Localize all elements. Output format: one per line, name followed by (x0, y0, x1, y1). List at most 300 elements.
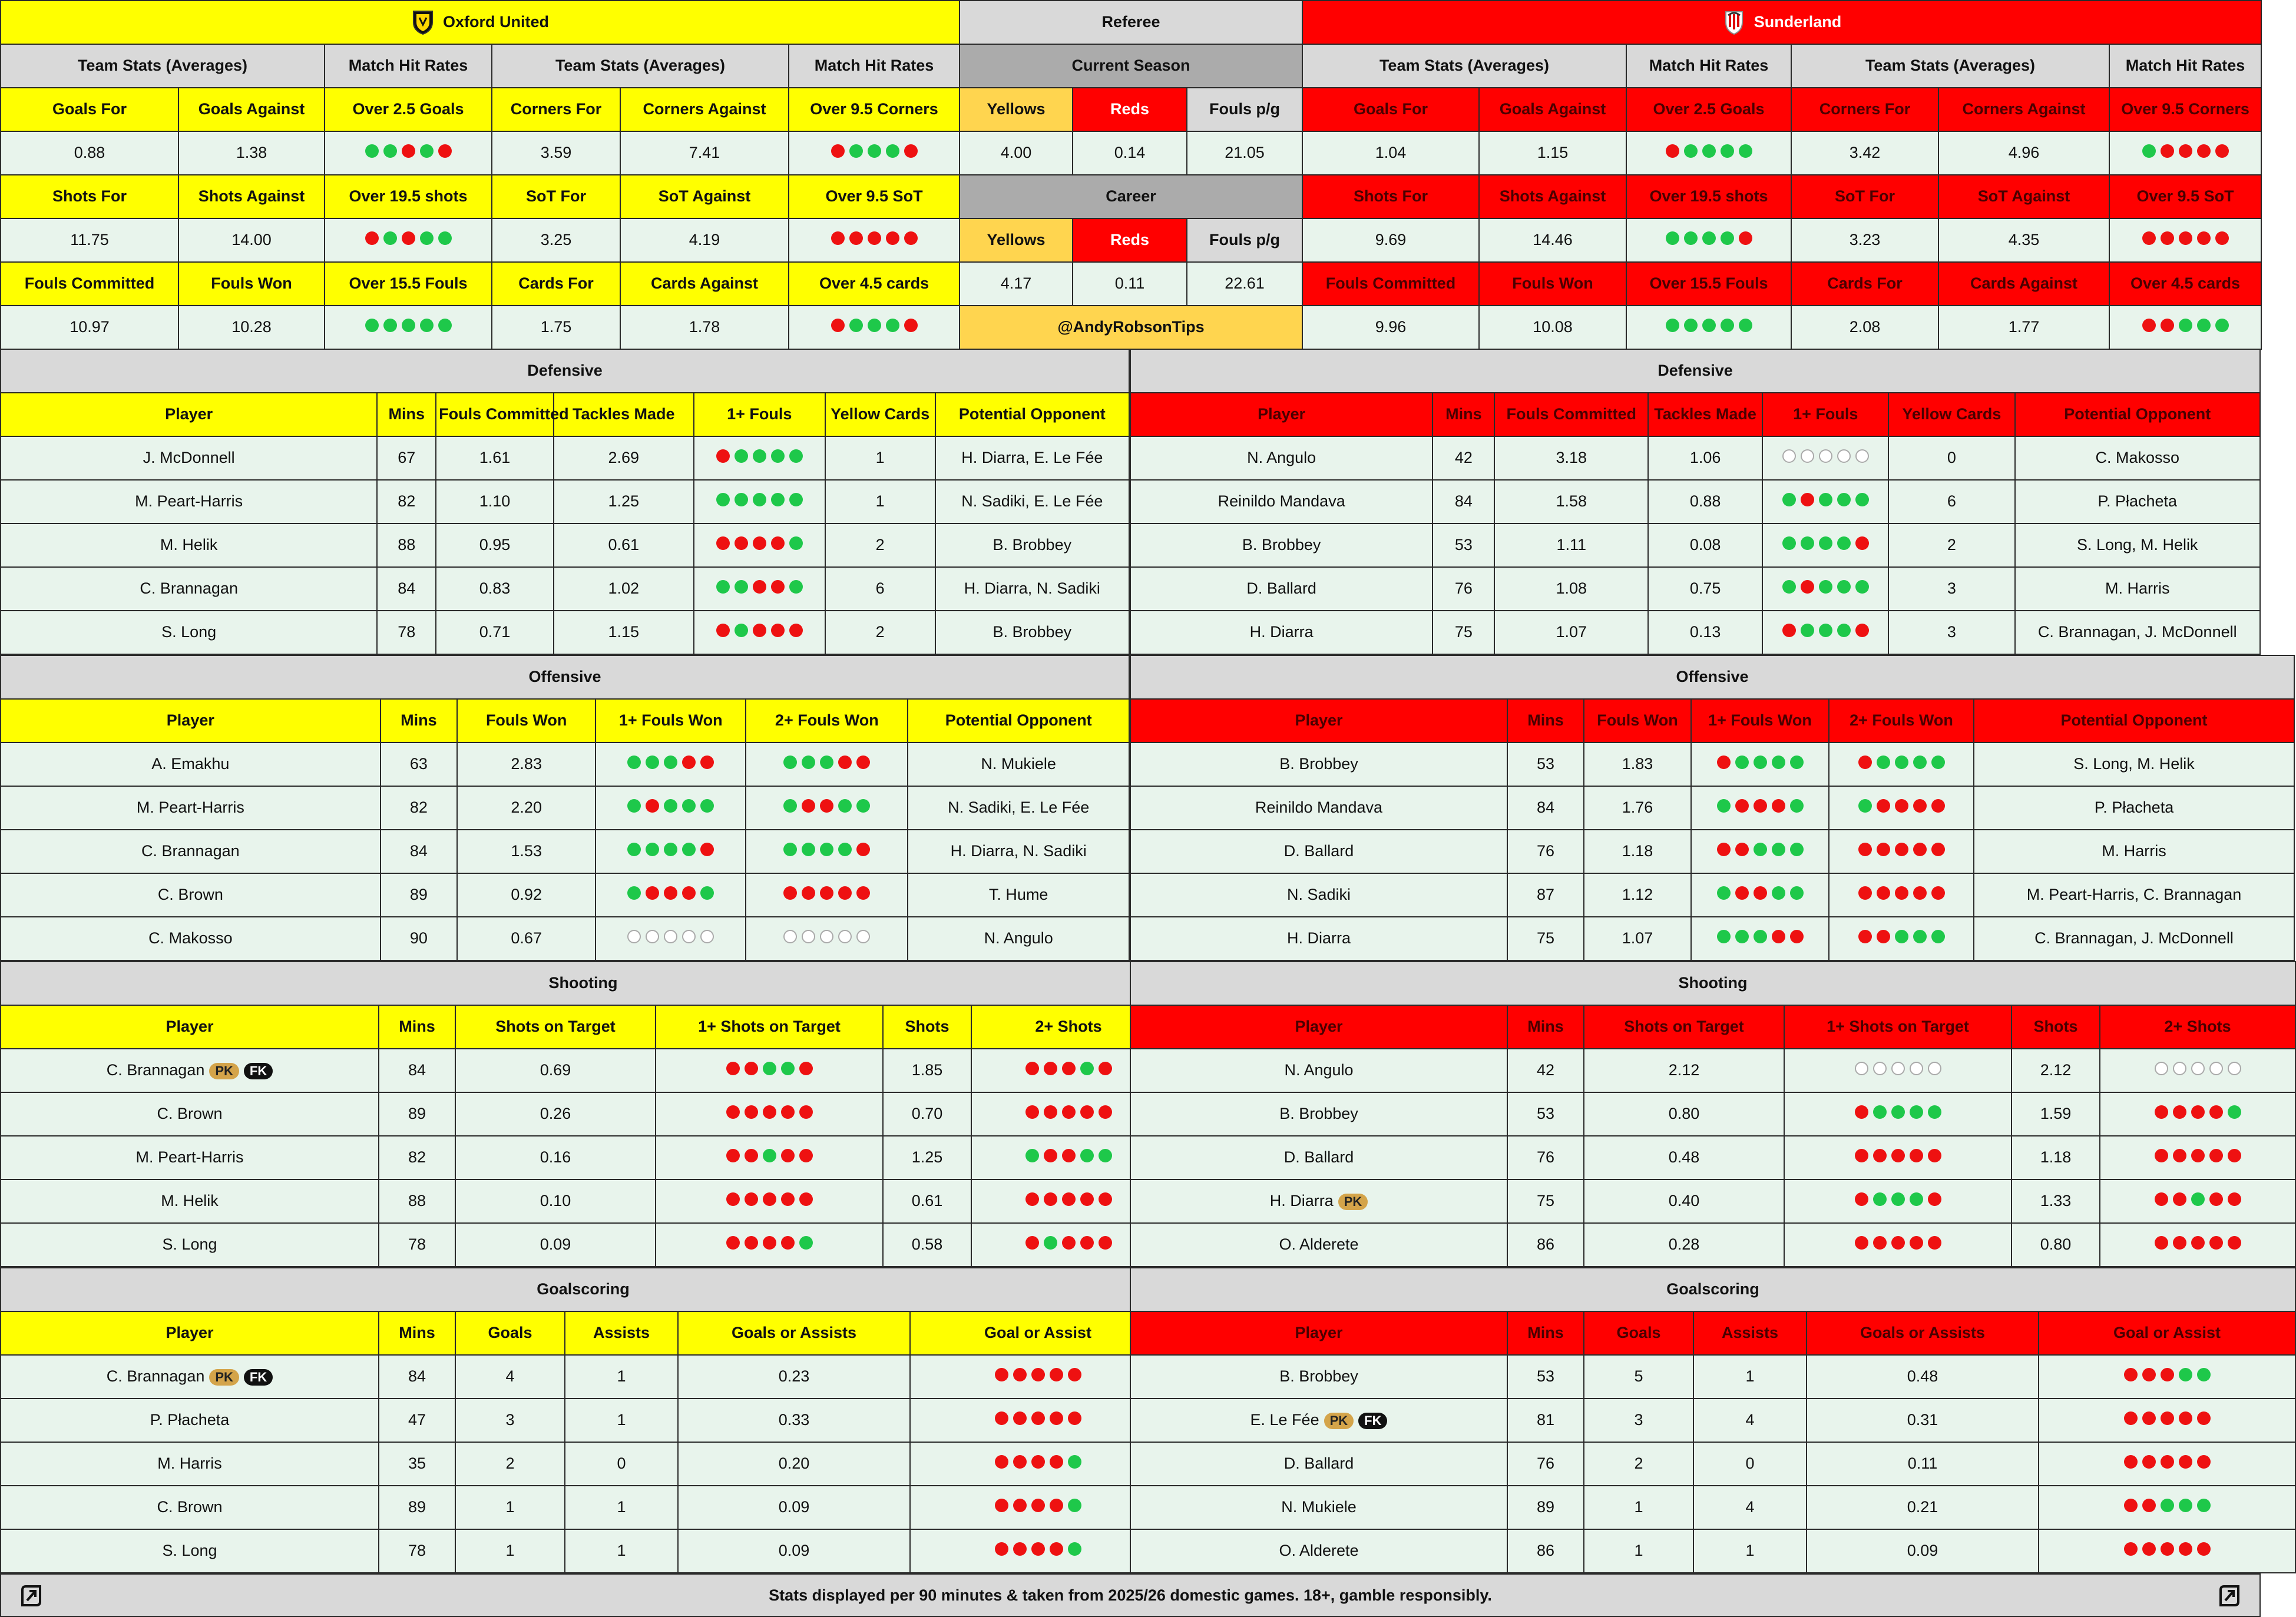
hit-rate-dots (1025, 1236, 1112, 1250)
hit-rate-dots (783, 843, 870, 856)
column-header: Goals or Assists (1807, 1311, 2039, 1355)
player-row (1130, 743, 2294, 786)
hit-rate-cell (656, 1136, 883, 1179)
hit-dot-green (802, 756, 815, 769)
miss-dot-red (745, 1062, 758, 1075)
section-title: Defensive (1130, 349, 2260, 393)
player-row (1, 523, 1129, 567)
miss-dot-red (2142, 1368, 2156, 1381)
stat-header: Corners Against (1938, 88, 2109, 131)
miss-dot-red (2161, 1368, 2174, 1381)
miss-dot-red (726, 1149, 740, 1162)
player-name (1, 480, 377, 523)
hit-dot-green (1895, 930, 1908, 943)
miss-dot-red (2228, 1149, 2241, 1162)
stat-cell: N. Angulo (908, 917, 1129, 960)
hit-rate-cell (656, 1092, 883, 1136)
hit-rate-dots (716, 536, 803, 550)
stat-cell: 1 (825, 436, 935, 480)
miss-dot-red (2191, 1236, 2205, 1250)
hit-dot-green (1913, 930, 1927, 943)
hit-rate-cell (1784, 1049, 2012, 1092)
miss-dot-red (1068, 1368, 1081, 1381)
stat-cell: 88 (377, 523, 436, 567)
stat-cell: 1.15 (554, 611, 694, 654)
hit-rate-dots (2155, 1149, 2241, 1162)
miss-dot-red (2179, 231, 2192, 245)
hit-dot-green (1790, 886, 1804, 900)
stat-header: Shots Against (1479, 175, 1626, 218)
stat-cell: 1 (1584, 1529, 1693, 1573)
miss-dot-red (2197, 144, 2211, 158)
hit-dot-green (682, 799, 696, 813)
stat-header: SoT For (492, 175, 620, 218)
stat-value: 3.25 (492, 218, 620, 262)
miss-dot-red (2191, 1105, 2205, 1119)
player-name-text: S. Long (161, 623, 217, 641)
stat-header: Cards For (1791, 262, 1938, 306)
hit-dot-green (849, 319, 863, 332)
player-name-text: N. Sadiki (1286, 886, 1351, 904)
section-title: Goalscoring (1, 1268, 1166, 1311)
hit-rate-cell (1691, 873, 1829, 917)
stat-cell: 63 (381, 743, 458, 786)
hit-rate-dots (726, 1192, 813, 1206)
stat-cell: 6 (825, 567, 935, 611)
hit-dot-green (783, 799, 797, 813)
career-yellows: 4.17 (960, 262, 1073, 306)
hit-dot-green (1717, 799, 1731, 813)
stat-cell: 2.83 (457, 743, 595, 786)
empty-dot (856, 930, 870, 943)
hit-rate-dots (627, 756, 714, 769)
stat-value: 9.69 (1302, 218, 1479, 262)
hit-rate-cell (1829, 786, 1974, 830)
hit-rate-dots (1782, 624, 1869, 637)
hit-dot-green (1873, 1192, 1887, 1206)
miss-dot-red (682, 886, 696, 900)
player-row (1, 1399, 1166, 1442)
brand-logo-icon (16, 1582, 46, 1611)
miss-dot-red (2215, 231, 2229, 245)
miss-dot-red (664, 886, 677, 900)
stat-cell: 89 (1507, 1486, 1584, 1529)
stat-cell: 2.69 (554, 436, 694, 480)
column-header: Goals (455, 1311, 565, 1355)
hit-rate-cell (2100, 1092, 2295, 1136)
stat-cell: 1.02 (554, 567, 694, 611)
stat-header: Over 9.5 SoT (2109, 175, 2261, 218)
miss-dot-red (1913, 799, 1927, 813)
hit-rate-dots (783, 930, 870, 943)
miss-dot-red (1099, 1105, 1112, 1119)
hit-rate-cell (2039, 1442, 2295, 1486)
player-row (1, 1223, 1166, 1267)
hit-rate-dots (2155, 1062, 2241, 1075)
hit-dot-green (1739, 319, 1752, 332)
hit-rate-cell (910, 1399, 1166, 1442)
player-name (1130, 917, 1507, 960)
column-header: Mins (377, 393, 436, 436)
miss-dot-red (1062, 1236, 1076, 1250)
hit-rate-dots (2124, 1368, 2211, 1381)
stat-header: Shots Against (178, 175, 325, 218)
player-name-text: A. Emakhu (151, 755, 230, 773)
miss-dot-red (868, 231, 881, 245)
hit-dot-green (420, 144, 434, 158)
stat-cell: N. Sadiki, E. Le Fée (935, 480, 1129, 523)
hit-dot-green (420, 319, 434, 332)
column-header: Goal or Assist (910, 1311, 1166, 1355)
miss-dot-red (745, 1149, 758, 1162)
miss-dot-red (1858, 843, 1872, 856)
stat-value: 1.78 (620, 306, 789, 349)
stat-cell: 1.07 (1584, 917, 1691, 960)
player-name-text: M. Peart-Harris (135, 1148, 244, 1167)
stat-cell: 1 (565, 1486, 678, 1529)
stat-cell: 2 (1584, 1442, 1693, 1486)
hit-rate-cell (1762, 567, 1888, 611)
miss-dot-red (1801, 580, 1814, 594)
stat-cell: 53 (1507, 743, 1584, 786)
oxford-team-name: Oxford United (443, 13, 550, 31)
hit-rate-dots (1858, 799, 1945, 813)
miss-dot-red (1895, 886, 1908, 900)
miss-dot-red (2179, 144, 2192, 158)
miss-dot-red (783, 886, 797, 900)
hit-rate-cell (910, 1355, 1166, 1399)
empty-dot (1891, 1062, 1905, 1075)
hit-rate-cell (1691, 830, 1829, 873)
hit-dot-green (735, 580, 748, 594)
stat-cell: 76 (1507, 830, 1584, 873)
hit-rate-cell (1762, 611, 1888, 654)
hit-dot-green (1717, 930, 1731, 943)
player-name (1130, 1092, 1507, 1136)
player-row (1130, 1529, 2295, 1573)
career-reds: 0.11 (1073, 262, 1187, 306)
player-name (1, 1399, 379, 1442)
footer-disclaimer: Stats displayed per 90 minutes & taken from 2025/26 domestic games. 18+, gamble responsibly. (769, 1586, 1492, 1604)
miss-dot-red (904, 319, 918, 332)
miss-dot-red (2161, 1411, 2174, 1425)
stat-cell: 0.33 (678, 1399, 910, 1442)
player-name (1130, 1442, 1507, 1486)
yellows-label: Yellows (960, 218, 1073, 262)
player-name (1130, 567, 1432, 611)
hit-dot-green (1819, 580, 1832, 594)
hit-rate-dots (716, 580, 803, 594)
hit-rate-dots (1858, 843, 1945, 856)
hit-dot-green (2215, 319, 2229, 332)
miss-dot-red (904, 231, 918, 245)
stat-cell: 1.25 (554, 480, 694, 523)
stat-cell: 1 (1693, 1355, 1807, 1399)
stat-cell: 1.11 (1494, 523, 1648, 567)
stat-cell: 0.70 (883, 1092, 971, 1136)
stat-cell: 5 (1584, 1355, 1693, 1399)
hit-dot-green (700, 799, 714, 813)
stat-cell: 78 (377, 611, 436, 654)
stat-cell: 0.09 (678, 1486, 910, 1529)
hit-dot-green (1910, 1192, 1923, 1206)
miss-dot-red (763, 1236, 776, 1250)
miss-dot-red (1050, 1455, 1063, 1469)
miss-dot-red (1877, 886, 1890, 900)
miss-dot-red (781, 1105, 795, 1119)
column-header: Shots (2012, 1005, 2100, 1049)
player-name-text: H. Diarra (1269, 1192, 1334, 1210)
pk-taker-badge: PK (1324, 1413, 1354, 1429)
column-header: Mins (1507, 1005, 1584, 1049)
column-header: Player (1130, 1005, 1507, 1049)
player-name (1, 786, 381, 830)
player-name-text: C. Makosso (148, 929, 233, 947)
miss-dot-red (1931, 886, 1945, 900)
player-name (1130, 1399, 1507, 1442)
column-header: Player (1, 699, 381, 743)
player-row (1130, 1223, 2295, 1267)
hit-rate-cell (694, 436, 825, 480)
hit-dot-green (1721, 231, 1734, 245)
player-name (1, 1355, 379, 1399)
stat-cell: C. Makosso (2015, 436, 2260, 480)
stat-cell: 84 (381, 830, 458, 873)
miss-dot-red (995, 1368, 1008, 1381)
hit-rate-cell (910, 1529, 1166, 1573)
stat-header: Over 9.5 Corners (789, 88, 960, 131)
stat-hit-rate (2109, 131, 2261, 175)
hit-rate-cell (1691, 743, 1829, 786)
stat-cell: 1.59 (2012, 1092, 2100, 1136)
column-header: Fouls Committed (436, 393, 554, 436)
column-header: 2+ Fouls Won (1829, 699, 1974, 743)
stat-cell: B. Brobbey (935, 611, 1129, 654)
miss-dot-red (2142, 1455, 2156, 1469)
hit-dot-green (838, 843, 852, 856)
hit-dot-green (1080, 1149, 1094, 1162)
stat-hit-rate (2109, 218, 2261, 262)
column-header: Shots on Target (1584, 1005, 1784, 1049)
hit-dot-green (1855, 580, 1869, 594)
hit-rate-dots (1717, 756, 1804, 769)
stat-cell: 0.11 (1807, 1442, 2039, 1486)
column-header: Potential Opponent (2015, 393, 2260, 436)
hit-rate-cell (746, 743, 908, 786)
player-name-text: P. Płacheta (150, 1411, 230, 1429)
hit-rate-cell (2100, 1179, 2295, 1223)
hit-dot-green (2197, 319, 2211, 332)
sunderland-defensive-table (1130, 349, 2261, 655)
hit-rate-dots (2124, 1542, 2211, 1556)
miss-dot-red (1855, 1236, 1868, 1250)
miss-dot-red (2124, 1542, 2138, 1556)
stat-cell: 0.26 (455, 1092, 656, 1136)
miss-dot-red (1928, 1149, 1941, 1162)
section-title: Defensive (1, 349, 1129, 393)
stat-value: 1.75 (492, 306, 620, 349)
miss-dot-red (1062, 1192, 1076, 1206)
player-row (1, 873, 1129, 917)
player-name (1130, 873, 1507, 917)
miss-dot-red (1858, 886, 1872, 900)
hit-rate-dots (831, 144, 918, 158)
reds-label: Reds (1073, 88, 1187, 131)
player-row (1130, 523, 2260, 567)
stat-value: 3.42 (1791, 131, 1938, 175)
miss-dot-red (1855, 1192, 1868, 1206)
player-name (1, 830, 381, 873)
team-stats-label: Team Stats (Averages) (1302, 44, 1626, 88)
hit-rate-dots (995, 1368, 1081, 1381)
stat-cell: P. Płacheta (2015, 480, 2260, 523)
miss-dot-red (771, 580, 785, 594)
hit-rate-dots (726, 1149, 813, 1162)
hit-rate-dots (1717, 886, 1804, 900)
miss-dot-red (726, 1192, 740, 1206)
player-row (1, 1136, 1166, 1179)
miss-dot-red (1025, 1105, 1039, 1119)
stat-header: SoT Against (620, 175, 789, 218)
player-row (1, 1049, 1166, 1092)
miss-dot-red (1873, 1149, 1887, 1162)
stat-cell: H. Diarra, N. Sadiki (908, 830, 1129, 873)
oxford-header (1, 1, 960, 44)
stat-cell: 4 (455, 1355, 565, 1399)
miss-dot-red (781, 1149, 795, 1162)
hit-dot-green (627, 843, 641, 856)
hit-rate-cell (694, 567, 825, 611)
hit-rate-dots (1717, 843, 1804, 856)
stat-value: 10.97 (1, 306, 178, 349)
hit-rate-cell (910, 1442, 1166, 1486)
miss-dot-red (1025, 1236, 1039, 1250)
stat-hit-rate (1626, 218, 1791, 262)
hit-dot-green (1702, 231, 1716, 245)
stat-cell: 82 (379, 1136, 455, 1179)
miss-dot-red (2124, 1499, 2138, 1512)
hit-rate-dots (1855, 1105, 1941, 1119)
hit-dot-green (1782, 536, 1796, 550)
hit-rate-cell (656, 1179, 883, 1223)
miss-dot-red (2124, 1368, 2138, 1381)
empty-dot (1855, 449, 1869, 463)
hit-dot-green (700, 886, 714, 900)
stat-header: Over 4.5 cards (2109, 262, 2261, 306)
hit-rate-dots (1782, 449, 1869, 463)
stat-value: 1.77 (1938, 306, 2109, 349)
player-name (1130, 830, 1507, 873)
hit-dot-green (1790, 799, 1804, 813)
player-name (1, 1049, 379, 1092)
miss-dot-red (2161, 1455, 2174, 1469)
miss-dot-red (1717, 843, 1731, 856)
stat-value: 10.28 (178, 306, 325, 349)
player-name-text: C. Brown (157, 886, 223, 904)
section-title: Offensive (1130, 655, 2294, 699)
stat-cell: M. Harris (2015, 567, 2260, 611)
empty-dot (2173, 1062, 2186, 1075)
player-name-text: M. Peart-Harris (136, 798, 244, 817)
miss-dot-red (856, 843, 870, 856)
miss-dot-red (856, 756, 870, 769)
miss-dot-red (2197, 231, 2211, 245)
miss-dot-red (838, 756, 852, 769)
player-row (1, 743, 1129, 786)
hit-dot-green (365, 319, 379, 332)
miss-dot-red (1080, 1236, 1094, 1250)
miss-dot-red (1891, 1236, 1905, 1250)
hit-dot-green (735, 449, 748, 463)
hit-rate-dots (783, 756, 870, 769)
column-header: Fouls Won (1584, 699, 1691, 743)
stat-cell: 0.21 (1807, 1486, 2039, 1529)
hit-dot-green (1044, 1236, 1057, 1250)
hit-rate-dots (726, 1236, 813, 1250)
miss-dot-red (2179, 1542, 2192, 1556)
hit-rate-dots (365, 231, 452, 245)
hit-dot-green (789, 536, 803, 550)
hit-dot-green (753, 449, 766, 463)
hit-rate-dots (831, 319, 918, 332)
miss-dot-red (789, 624, 803, 637)
miss-dot-red (995, 1411, 1008, 1425)
oxford-crest-icon (411, 9, 435, 35)
hit-dot-green (1754, 930, 1767, 943)
twitter-handle[interactable]: @AndyRobsonTips (960, 306, 1302, 349)
miss-dot-red (2142, 1542, 2156, 1556)
hit-dot-green (1801, 624, 1814, 637)
team-stats-label: Team Stats (Averages) (1, 44, 325, 88)
hit-rate-dots (365, 319, 452, 332)
stat-hit-rate (1626, 131, 1791, 175)
miss-dot-red (1891, 1149, 1905, 1162)
current-yellows: 4.00 (960, 131, 1073, 175)
hit-rate-dots (2142, 319, 2229, 332)
fk-taker-badge: FK (244, 1063, 273, 1079)
miss-dot-red (2215, 144, 2229, 158)
hit-rate-cell (694, 611, 825, 654)
miss-dot-red (838, 886, 852, 900)
hit-rate-dots (1666, 319, 1752, 332)
column-header: 1+ Fouls (1762, 393, 1888, 436)
hit-rate-cell (595, 873, 746, 917)
miss-dot-red (886, 231, 899, 245)
stat-cell: N. Sadiki, E. Le Fée (908, 786, 1129, 830)
referee-title: Referee (960, 1, 1302, 44)
player-row (1130, 830, 2294, 873)
stat-cell: 1 (455, 1486, 565, 1529)
miss-dot-red (1855, 1105, 1868, 1119)
hit-dot-green (1790, 843, 1804, 856)
miss-dot-red (682, 756, 696, 769)
hit-dot-green (1025, 1149, 1039, 1162)
stat-header: Cards Against (1938, 262, 2109, 306)
stat-hit-rate (1626, 306, 1791, 349)
stat-cell: 0 (1693, 1442, 1807, 1486)
player-name-text: M. Helik (160, 536, 218, 554)
stat-cell: 1.25 (883, 1136, 971, 1179)
hit-rate-dots (1717, 930, 1804, 943)
pk-taker-badge: PK (209, 1063, 239, 1079)
stat-value: 7.41 (620, 131, 789, 175)
hit-dot-green (2142, 144, 2156, 158)
player-row (1, 1355, 1166, 1399)
stat-cell: 42 (1432, 436, 1494, 480)
miss-dot-red (700, 756, 714, 769)
hit-rate-cell (746, 873, 908, 917)
column-header: 2+ Shots (971, 1005, 1166, 1049)
